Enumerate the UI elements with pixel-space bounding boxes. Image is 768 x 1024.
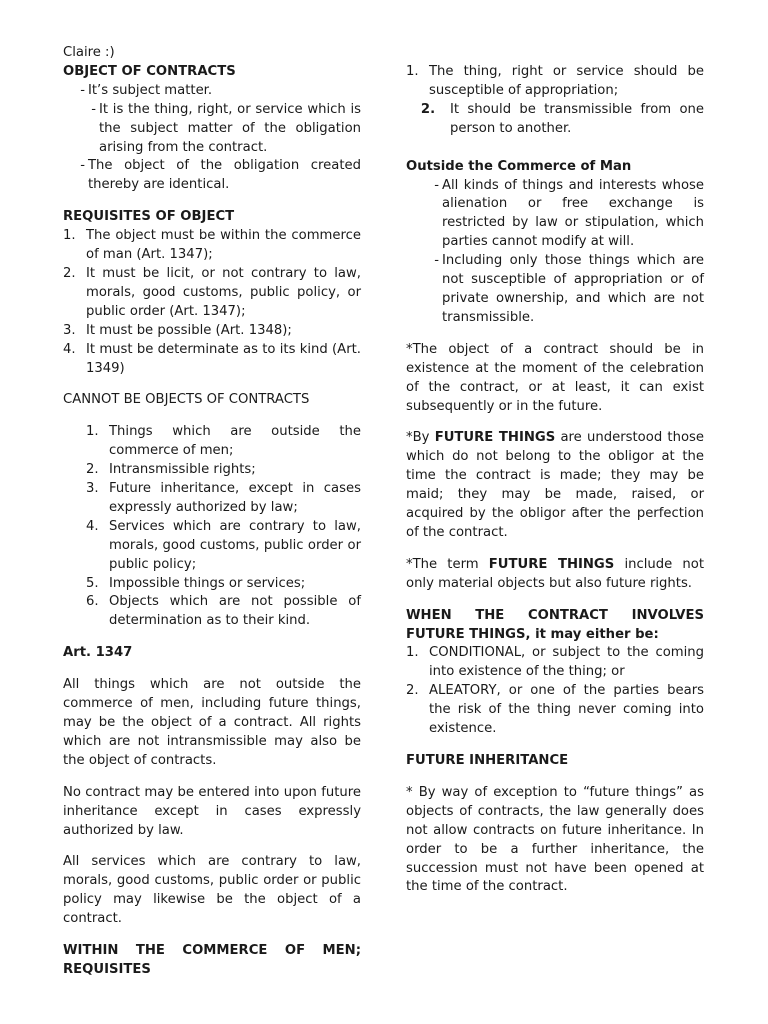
heading-cannot-be-objects: CANNOT BE OBJECTS OF CONTRACTS xyxy=(63,392,310,408)
cannot-item: 6. Objects which are not possible of determination as to their kind. xyxy=(86,594,361,629)
cannot-item: 4. Services which are contrary to law, morals, good customs, public order or public policy; xyxy=(86,518,361,572)
cannot-item: 5. Impossible things or services; xyxy=(86,575,306,591)
requisite-item: 1. The object must be within the commerce of man (Art. 1347); xyxy=(63,228,361,263)
heading-when-contract: WHEN THE CONTRACT INVOLVES FUTURE THINGS, it may either be: xyxy=(406,607,704,642)
requisite-item: 2. It must be licit, or not contrary to law, morals, good customs, public policy, or public order (Art. 1347); xyxy=(63,265,361,319)
art-paragraph: All things which are not outside the commerce of men, including future things, may be the object of a contract. All rights which are not intransmissible may also be the object of contracts. xyxy=(63,677,361,768)
when-item: 1. CONDITIONAL, or subject to the coming into existence of the thing; or xyxy=(406,645,704,680)
heading-within-commerce: WITHIN THE COMMERCE OF MEN; REQUISITES xyxy=(63,943,361,977)
future-things-paragraph: *By FUTURE THINGS are understood those which do not belong to the obligor at the time the contract is made; they may be maid; they may be made, raised, or acquired by the obligor after the perfection of the contract. xyxy=(406,430,705,540)
commerce-requisite-item: 1. The thing, right or service should be susceptible of appropriation; xyxy=(406,64,704,98)
object-point: - It is the thing, right, or service which is the subject matter of the obligation arising from the contract. xyxy=(91,101,361,155)
future-inheritance-paragraph: * By way of exception to “future things” as objects of contracts, the law generally does not allow contracts on future inheritance. In order to be a further inheritance, the succession must not have been opened at the time of the contract. xyxy=(406,784,704,895)
art-paragraph: No contract may be entered into upon future inheritance except in cases expressly authorized by law. xyxy=(63,784,361,838)
cannot-item: 1. Things which are outside the commerce of men; xyxy=(86,424,361,459)
commerce-requisite-item: 2. It should be transmissible from one person to another. xyxy=(420,101,704,136)
cannot-item: 3. Future inheritance, except in cases expressly authorized by law; xyxy=(86,481,361,515)
object-point: - The object of the obligation created thereby are identical. xyxy=(80,158,361,193)
requisite-item: 4. It must be determinate as to its kind (Art. 1349) xyxy=(63,341,361,376)
object-point: - It’s subject matter. xyxy=(80,82,213,98)
requisite-item: 3. It must be possible (Art. 1348); xyxy=(63,322,292,338)
cannot-item: 2. Intransmissible rights; xyxy=(86,462,256,478)
author-note: Claire :) xyxy=(63,45,115,60)
when-item: 2. ALEATORY, or one of the parties bears the risk of the thing never coming into existence. xyxy=(406,683,704,737)
heading-outside-commerce: Outside the Commerce of Man xyxy=(406,158,632,174)
heading-object-of-contracts: OBJECT OF CONTRACTS xyxy=(63,63,236,79)
heading-requisites-of-object: REQUISITES OF OBJECT xyxy=(63,209,235,225)
art-paragraph: All services which are contrary to law, morals, good customs, public order or public policy may likewise be the object of a contract. xyxy=(63,854,361,927)
heading-future-inheritance: FUTURE INHERITANCE xyxy=(406,753,569,768)
future-things-term-paragraph: *The term FUTURE THINGS include not only material objects but also future rights. xyxy=(406,556,704,591)
existence-paragraph: *The object of a contract should be in existence at the moment of the celebration of the contract, or at least, it can exist subsequently or in the future. xyxy=(406,341,704,414)
outside-point: - Including only those things which are not susceptible of appropriation or of private ownership, and which are not transmissible. xyxy=(434,253,704,325)
left-column xyxy=(63,44,361,980)
right-column xyxy=(406,63,704,897)
heading-art-1347: Art. 1347 xyxy=(63,645,133,661)
outside-point: - All kinds of things and interests whose alienation or free exchange is restricted by law or stipulation, which parties cannot modify at will. xyxy=(434,177,704,250)
